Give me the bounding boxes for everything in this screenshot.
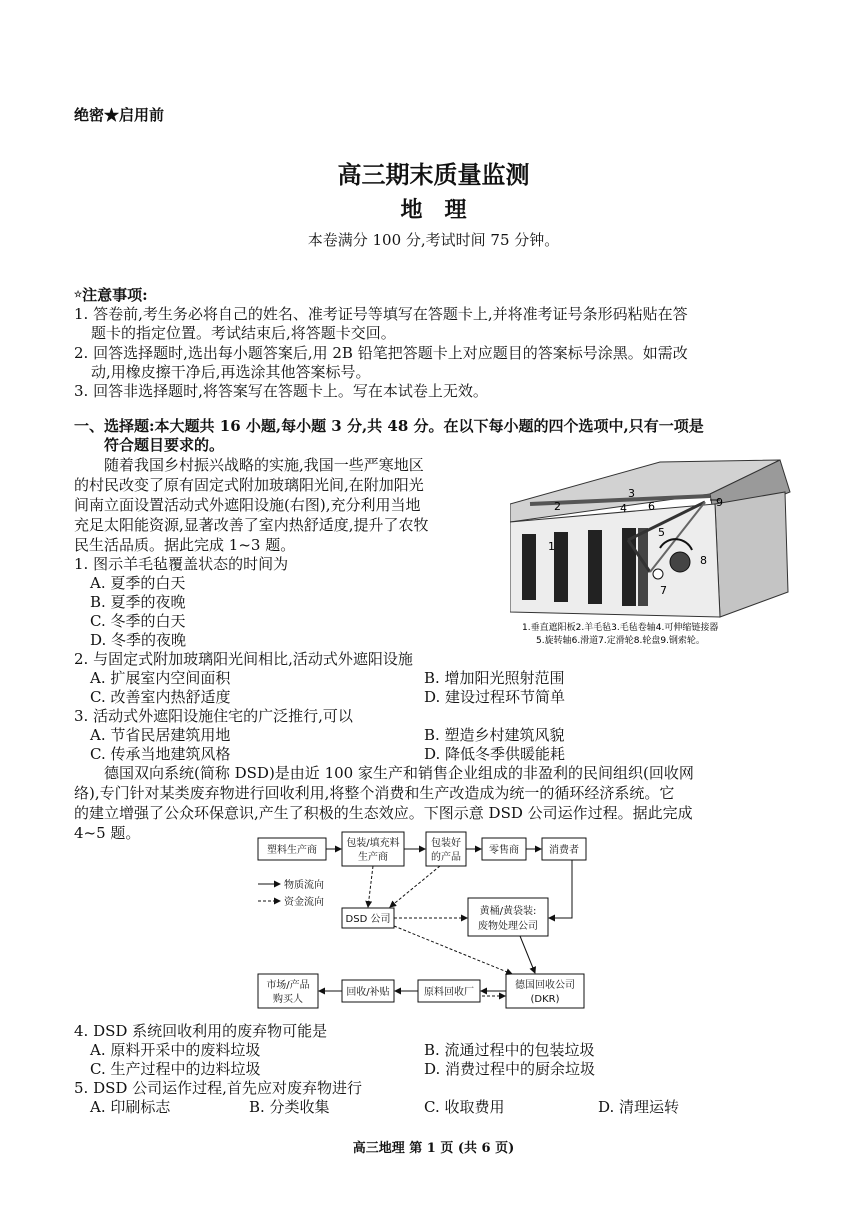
fig-label: 4	[620, 502, 627, 515]
star-mark-icon: ☆	[74, 290, 83, 300]
passage-line: 4~5 题。	[74, 824, 141, 842]
box-packaging-producer: 包装/填充料	[346, 838, 400, 849]
fig-label: 1	[548, 540, 555, 553]
page-footer: 高三地理 第 1 页 (共 6 页)	[352, 1141, 515, 1156]
question-stem: 2. 与固定式附加玻璃阳光间相比,活动式外遮阳设施	[74, 650, 413, 668]
passage-line: 的村民改变了原有固定式附加玻璃阳光间,在附加阳光	[74, 476, 424, 494]
box-market: 市场/产品	[266, 980, 310, 991]
box-consumer: 消费者	[549, 845, 579, 856]
box-market: 购买人	[273, 994, 303, 1005]
section-heading-cont: 符合题目要求的。	[104, 436, 225, 454]
option-b[interactable]: B. 流通过程中的包装垃圾	[424, 1041, 595, 1059]
box-waste-company: 黄桶/黄袋装:	[479, 906, 537, 917]
fig-label: 5	[658, 526, 665, 539]
notes-line: 1. 答卷前,考生务必将自己的姓名、准考证号等填写在答题卡上,并将准考证号条形码粘贴在答	[74, 305, 688, 323]
passage-line: 随着我国乡村振兴战略的实施,我国一些严寒地区	[104, 456, 424, 474]
option-d[interactable]: D. 清理运转	[598, 1098, 680, 1116]
fig-label: 3	[628, 487, 635, 500]
option-b[interactable]: B. 塑造乡村建筑风貌	[424, 726, 565, 744]
subject-title: 地 理	[400, 197, 467, 223]
option-d[interactable]: D. 降低冬季供暖能耗	[424, 745, 566, 763]
passage-line: 充足太阳能资源,显著改善了室内热舒适度,提升了农牧	[74, 516, 429, 534]
question-stem: 1. 图示羊毛毡覆盖状态的时间为	[74, 555, 289, 573]
question-stem: 5. DSD 公司运作过程,首先应对废弃物进行	[74, 1079, 362, 1097]
exam-subtitle: 本卷满分 100 分,考试时间 75 分钟。	[307, 231, 560, 249]
notes-line: 2. 回答选择题时,选出每小题答案后,用 2B 铅笔把答题卡上对应题目的答案标号涂黑。如需改	[74, 344, 688, 362]
fig-label: 2	[554, 500, 561, 513]
question-stem: 3. 活动式外遮阳设施住宅的广泛推行,可以	[74, 707, 353, 725]
option-a[interactable]: A. 节省民居建筑用地	[90, 726, 231, 744]
dsd-flow-diagram	[250, 828, 620, 1012]
exam-title: 高三期末质量监测	[337, 160, 530, 189]
passage-line: 间南立面设置活动式外遮阳设施(右图),充分利用当地	[74, 496, 421, 514]
option-c[interactable]: C. 生产过程中的边料垃圾	[90, 1060, 261, 1078]
option-c[interactable]: C. 传承当地建筑风格	[90, 745, 231, 763]
box-raw-plant: 原料回收厂	[424, 987, 474, 998]
option-b[interactable]: B. 分类收集	[249, 1098, 330, 1116]
box-plastic-producer: 塑料生产商	[267, 845, 317, 856]
option-c[interactable]: C. 冬季的白天	[90, 612, 186, 630]
option-a[interactable]: A. 原料开采中的废料垃圾	[90, 1041, 261, 1059]
option-c[interactable]: C. 改善室内热舒适度	[90, 688, 231, 706]
option-d[interactable]: D. 冬季的夜晚	[90, 631, 187, 649]
passage-line: 德国双向系统(简称 DSD)是由近 100 家生产和销售企业组成的非盈利的民间组织(回收网	[104, 764, 694, 782]
box-recycle-subsidy: 回收/补贴	[346, 987, 390, 998]
box-waste-company: 废物处理公司	[478, 921, 538, 932]
box-packaged-goods: 的产品	[431, 852, 461, 863]
option-a[interactable]: A. 扩展室内空间面积	[90, 669, 231, 687]
figure-caption: 1.垂直遮阳板2.羊毛毡3.毛毡卷轴4.可伸缩链接器	[522, 623, 719, 633]
confidential-label: 绝密★启用前	[74, 106, 165, 124]
section-heading: 一、选择题:本大题共 16 小题,每小题 3 分,共 48 分。在以下每小题的四个选项中,只有一项是	[74, 417, 704, 435]
figure-caption: 5.旋转轴6.滑道7.定滑轮8.轮盘9.钢索轮。	[536, 636, 705, 646]
box-dsd: DSD 公司	[345, 914, 391, 925]
notes-line: 3. 回答非选择题时,将答案写在答题卡上。写在本试卷上无效。	[74, 382, 488, 400]
notes-line: 动,用橡皮擦干净后,再选涂其他答案标号。	[91, 363, 371, 381]
option-b[interactable]: B. 夏季的夜晚	[90, 593, 186, 611]
notes-line: 题卡的指定位置。考试结束后,将答题卡交回。	[91, 324, 396, 342]
sunshade-figure	[510, 452, 800, 652]
fig-label: 8	[700, 554, 707, 567]
box-retailer: 零售商	[489, 845, 519, 856]
passage-line: 民生活品质。据此完成 1~3 题。	[74, 536, 296, 554]
passage-line: 络),专门针对某类废弃物进行回收利用,将整个消费和生产改造成为统一的循环经济系统。它	[74, 784, 675, 802]
passage-line: 的建立增强了公众环保意识,产生了积极的生态效应。下图示意 DSD 公司运作过程。据此完成	[74, 804, 693, 822]
fig-label: 6	[648, 500, 655, 513]
fig-label: 7	[660, 584, 667, 597]
legend-material: 物质流向	[284, 880, 324, 891]
option-d[interactable]: D. 消费过程中的厨余垃圾	[424, 1060, 596, 1078]
box-packaged-goods: 包装好	[431, 838, 461, 849]
box-dkr: (DKR)	[530, 994, 560, 1005]
question-stem: 4. DSD 系统回收利用的废弃物可能是	[74, 1022, 328, 1040]
box-dkr: 德国回收公司	[515, 980, 575, 991]
notes-heading: ☆注意事项:	[74, 286, 148, 304]
option-b[interactable]: B. 增加阳光照射范围	[424, 669, 565, 687]
legend-money: 资金流向	[284, 897, 324, 908]
fig-label: 9	[716, 496, 723, 509]
option-a[interactable]: A. 印刷标志	[90, 1098, 171, 1116]
option-d[interactable]: D. 建设过程环节简单	[424, 688, 566, 706]
option-a[interactable]: A. 夏季的白天	[90, 574, 186, 592]
box-packaging-producer: 生产商	[358, 852, 388, 863]
option-c[interactable]: C. 收取费用	[424, 1098, 505, 1116]
